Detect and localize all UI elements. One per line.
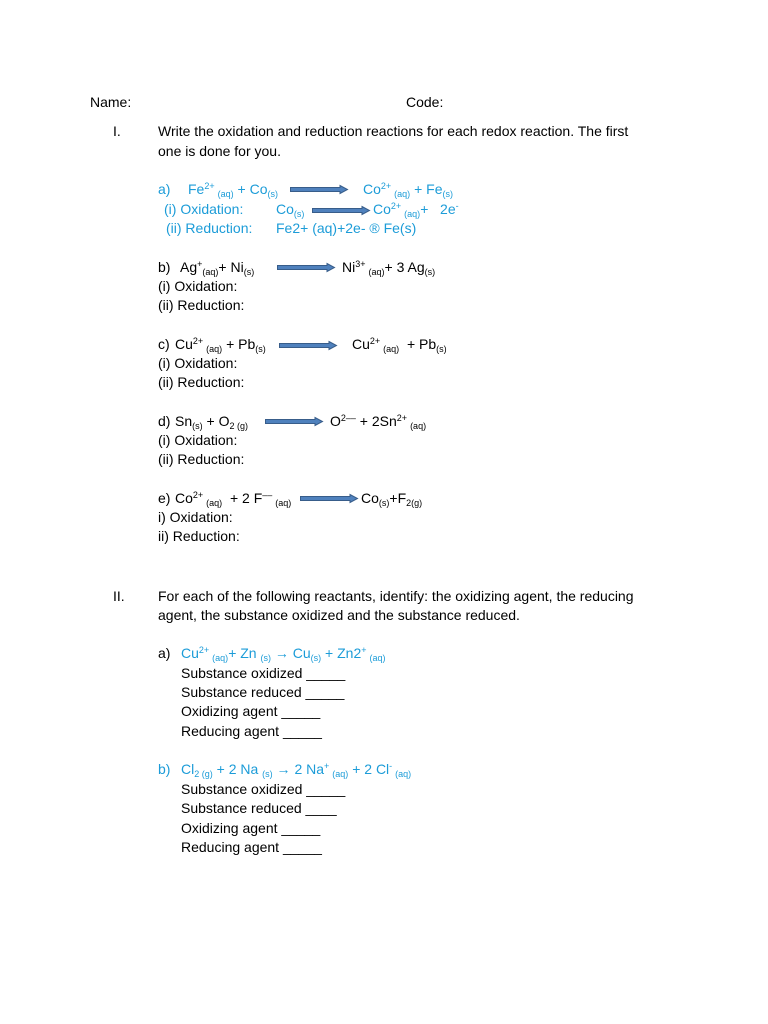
subscript: (s) [293, 209, 305, 219]
reduction-label: (ii) Reduction: [158, 451, 245, 467]
code-label: Code: [406, 94, 444, 110]
reactants [188, 180, 278, 198]
charge-superscript: - [455, 201, 459, 211]
subscript: (aq) [212, 653, 229, 663]
formula-text: + Fe [410, 181, 443, 197]
oxidation-label: (i) Oxidation: [164, 201, 244, 217]
reactants [175, 489, 291, 507]
products [342, 258, 435, 276]
subscript: (s) [424, 267, 436, 277]
charge-superscript: 2–– [340, 413, 356, 423]
subscript: (s) [260, 653, 271, 663]
formula-text: → Cu [270, 645, 311, 661]
subscript: (aq) [217, 189, 234, 199]
subscript: (s) [243, 267, 255, 277]
prompt-substance-oxidized: Substance oxidized _____ [181, 665, 346, 681]
formula-text: Co [373, 201, 391, 217]
subscript: (s) [310, 653, 322, 663]
formula-text: Sn [175, 413, 193, 429]
formula-text: + Zn [228, 645, 261, 661]
oxidation-label: (i) Oxidation: [158, 355, 238, 371]
subscript: (s) [255, 344, 266, 354]
prompt-oxidizing-agent: Oxidizing agent _____ [181, 703, 321, 719]
charge-superscript: 2+ [390, 201, 402, 211]
formula-text: + Pb [222, 336, 256, 352]
formula-text: + 2 Na [212, 761, 263, 777]
prompt-substance-oxidized: Substance oxidized _____ [181, 781, 346, 797]
subscript: (aq) [202, 267, 219, 277]
reduction-label: (ii) Reduction: [166, 220, 253, 236]
charge-superscript: 2+ [192, 336, 204, 346]
subscript: (aq) [404, 209, 421, 219]
charge-superscript: 2+ [198, 645, 210, 655]
oxidation-label: (i) Oxidation: [158, 278, 238, 294]
instructions-line: one is done for you. [158, 143, 281, 159]
formula-text: Fe [188, 181, 205, 197]
subscript: (aq) [275, 498, 292, 508]
instructions-line: Write the oxidation and reduction reactions for each redox reaction. The first [158, 123, 629, 139]
question-label: e) [158, 490, 171, 506]
reaction-arrow-icon [290, 185, 348, 194]
reactants [180, 258, 254, 276]
formula-text: + 2 Cl [348, 761, 390, 777]
formula-text: Co [175, 490, 193, 506]
formula-text: + 2 F [222, 490, 263, 506]
charge-superscript: 2+ [369, 336, 381, 346]
formula-text: + Zn2 [321, 645, 362, 661]
oxidation-label: i) Oxidation: [158, 509, 233, 525]
formula-text: → 2 Na [272, 761, 325, 777]
charge-superscript: 2+ [192, 490, 204, 500]
formula-text: Ag [180, 259, 198, 275]
formula-text: Cu [352, 336, 370, 352]
prompt-oxidizing-agent: Oxidizing agent _____ [181, 820, 321, 836]
reaction-arrow-icon [277, 263, 335, 272]
formula-text: Co [363, 181, 381, 197]
products [330, 412, 426, 430]
formula-text: Ni [342, 259, 356, 275]
reduction-label: (ii) Reduction: [158, 374, 245, 390]
reduction-answer: Fe2+ (aq)+2e- ® Fe(s) [276, 220, 417, 236]
formula-text: Cl [181, 761, 195, 777]
charge-superscript: 3+ [355, 259, 366, 269]
formula-text: + 2e [420, 201, 456, 217]
subscript: 2(g) [406, 498, 423, 508]
oxidation-reactants [276, 200, 304, 218]
reaction-arrow-icon [265, 417, 323, 426]
formula-text: +F [389, 490, 407, 506]
prompt-substance-reduced: Substance reduced ____ [181, 800, 337, 816]
charge-superscript: 2+ [380, 181, 392, 191]
oxidation-label: (i) Oxidation: [158, 432, 238, 448]
question-label: c) [158, 336, 170, 352]
question-label: a) [158, 645, 171, 661]
subscript: (aq) [394, 189, 411, 199]
formula-text: + Ni [218, 259, 244, 275]
formula-text: + Pb [399, 336, 437, 352]
subscript: 2 (g) [229, 421, 248, 431]
charge-superscript: –– [262, 490, 273, 500]
reactants [175, 335, 266, 353]
prompt-reducing-agent: Reducing agent _____ [181, 723, 322, 739]
reaction-arrow-icon [300, 494, 358, 503]
reduction-label: (ii) Reduction: [158, 297, 245, 313]
reaction-arrow-icon [279, 341, 337, 350]
charge-superscript: + [361, 645, 367, 655]
products [352, 335, 447, 353]
reactants [175, 412, 248, 430]
formula-text: O [330, 413, 341, 429]
charge-superscript: + [324, 761, 330, 771]
charge-superscript: 2+ [204, 181, 215, 191]
part-number: I. [113, 123, 121, 139]
subscript: (s) [442, 189, 453, 199]
name-label: Name: [90, 94, 132, 110]
subscript: (aq) [332, 769, 349, 779]
formula-text: Co [276, 201, 294, 217]
reaction-equation [181, 760, 411, 778]
charge-superscript: + [197, 259, 203, 269]
formula-text: + 2Sn [355, 413, 397, 429]
products [363, 180, 453, 198]
subscript: (s) [262, 769, 273, 779]
subscript: (aq) [206, 498, 223, 508]
formula-text: + 3 Ag [384, 259, 425, 275]
question-label: d) [158, 413, 171, 429]
question-label: a) [158, 181, 171, 197]
subscript: (s) [378, 498, 390, 508]
formula-text: + O [202, 413, 230, 429]
reaction-equation [181, 644, 386, 662]
formula-text: Co [361, 490, 379, 506]
subscript: (s) [436, 344, 447, 354]
subscript: (aq) [206, 344, 223, 354]
reaction-arrow-icon [312, 206, 370, 215]
prompt-reducing-agent: Reducing agent _____ [181, 839, 322, 855]
subscript: 2 (g) [194, 769, 213, 779]
reduction-label: ii) Reduction: [158, 528, 240, 544]
instructions-line: agent, the substance oxidized and the substance reduced. [158, 607, 520, 623]
products [361, 489, 422, 507]
subscript: (aq) [383, 344, 400, 354]
subscript: (aq) [410, 421, 427, 431]
formula-text: Cu [175, 336, 193, 352]
subscript: (aq) [368, 267, 385, 277]
charge-superscript: - [389, 761, 393, 771]
question-label: b) [158, 259, 171, 275]
subscript: (aq) [369, 653, 386, 663]
formula-text: + Co [233, 181, 268, 197]
subscript: (s) [192, 421, 203, 431]
subscript: (aq) [395, 769, 412, 779]
formula-text: Cu [181, 645, 199, 661]
prompt-substance-reduced: Substance reduced _____ [181, 684, 345, 700]
question-label: b) [158, 761, 171, 777]
part-number: II. [113, 588, 125, 604]
instructions-line: For each of the following reactants, identify: the oxidizing agent, the reducing [158, 588, 634, 604]
charge-superscript: 2+ [396, 413, 408, 423]
subscript: (s) [267, 189, 278, 199]
oxidation-products [373, 200, 459, 218]
